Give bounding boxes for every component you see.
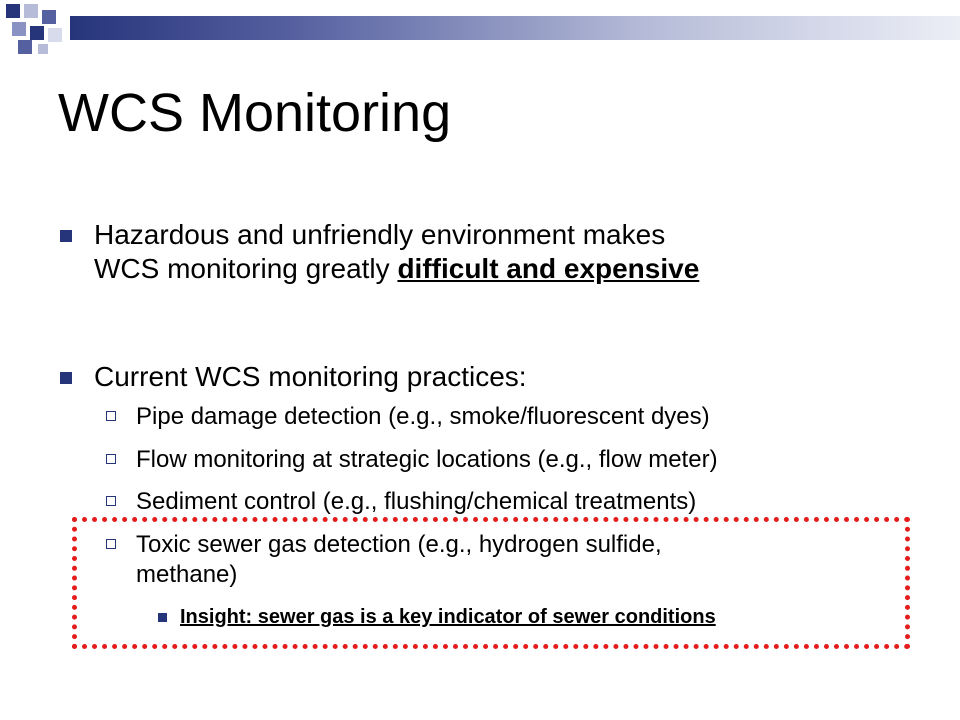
sub-bullet-text: methane) [136, 561, 238, 588]
insight-text: Insight: sewer gas is a key indicator of sewer conditions [180, 606, 716, 628]
slide-title: WCS Monitoring [58, 83, 452, 143]
hollow-square-bullet-icon [106, 454, 116, 464]
sub-bullet-item [106, 487, 696, 517]
sub-bullet-text: Flow monitoring at strategic locations (e.g., flow meter) [136, 446, 718, 473]
emphasis-text: difficult and expensive [397, 253, 700, 284]
square-bullet-icon [60, 372, 72, 384]
deco-square [38, 44, 48, 54]
deco-square [30, 26, 44, 40]
bullet-item [60, 218, 699, 286]
header-decoration [0, 0, 960, 60]
hollow-square-bullet-icon [106, 496, 116, 506]
bullet-text: WCS monitoring greatly [94, 253, 398, 284]
deco-square [42, 10, 56, 24]
highlight-box [72, 517, 910, 649]
sub-bullet-text: Pipe damage detection (e.g., smoke/fluorescent dyes) [136, 403, 710, 430]
hollow-square-bullet-icon [106, 411, 116, 421]
bullet-text: Hazardous and unfriendly environment makes [94, 219, 666, 250]
sub-bullet-item [106, 445, 718, 475]
deco-square [12, 22, 26, 36]
sub-bullet-item [106, 402, 710, 432]
bullet-text: Current WCS monitoring practices: [94, 361, 527, 392]
bullet-item [60, 360, 527, 394]
deco-square [48, 28, 62, 42]
deco-square [18, 40, 32, 54]
header-band [70, 16, 960, 40]
sub-bullet-text: Toxic sewer gas detection (e.g., hydrogen sulfide, [136, 531, 662, 558]
sub-bullet-text: Sediment control (e.g., flushing/chemical treatments) [136, 488, 697, 515]
square-bullet-icon [60, 230, 72, 242]
deco-square [24, 4, 38, 18]
deco-square [6, 4, 20, 18]
